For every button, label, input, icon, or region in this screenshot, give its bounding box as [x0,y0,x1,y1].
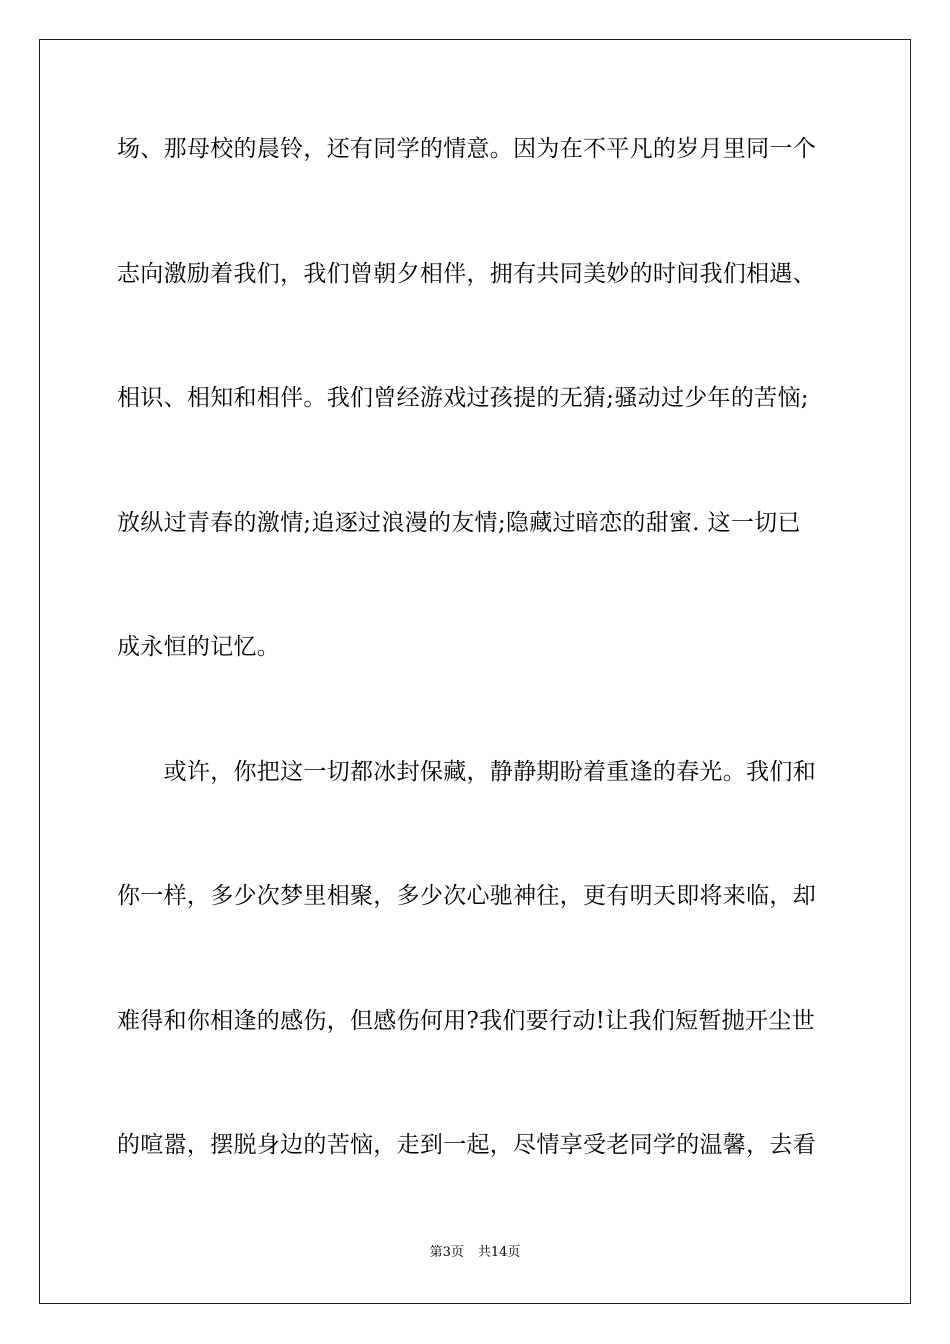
text-line: 放纵过青春的激情;追逐过浪漫的友情;隐藏过暗恋的甜蜜. 这一切已 [117,510,801,536]
text-line: 的喧嚣，摆脱身边的苦恼，走到一起，尽情享受老同学的温馨，去看 [117,1132,816,1158]
text-line: 相识、相知和相伴。我们曾经游戏过孩提的无猜;骚动过少年的苦恼; [117,385,809,411]
text-line: 你一样，多少次梦里相聚，多少次心驰神往，更有明天即将来临，却 [117,883,816,909]
text-line: 难得和你相逢的感伤，但感伤何用?我们要行动!让我们短暂抛开尘世 [117,1008,815,1034]
page-number: 第3页 [429,1245,464,1260]
text-line: 成永恒的记忆。 [117,634,281,660]
text-line: 志向激励着我们，我们曾朝夕相伴，拥有共同美妙的时间我们相遇、 [117,261,816,287]
page-footer [0,1245,950,1261]
text-line: 或许，你把这一切都冰封保藏，静静期盼着重逢的春光。我们和 [117,759,816,785]
page-border [39,39,911,1304]
page-total: 共14页 [477,1245,521,1260]
text-line: 场、那母校的晨铃，还有同学的情意。因为在不平凡的岁月里同一个 [117,136,816,162]
